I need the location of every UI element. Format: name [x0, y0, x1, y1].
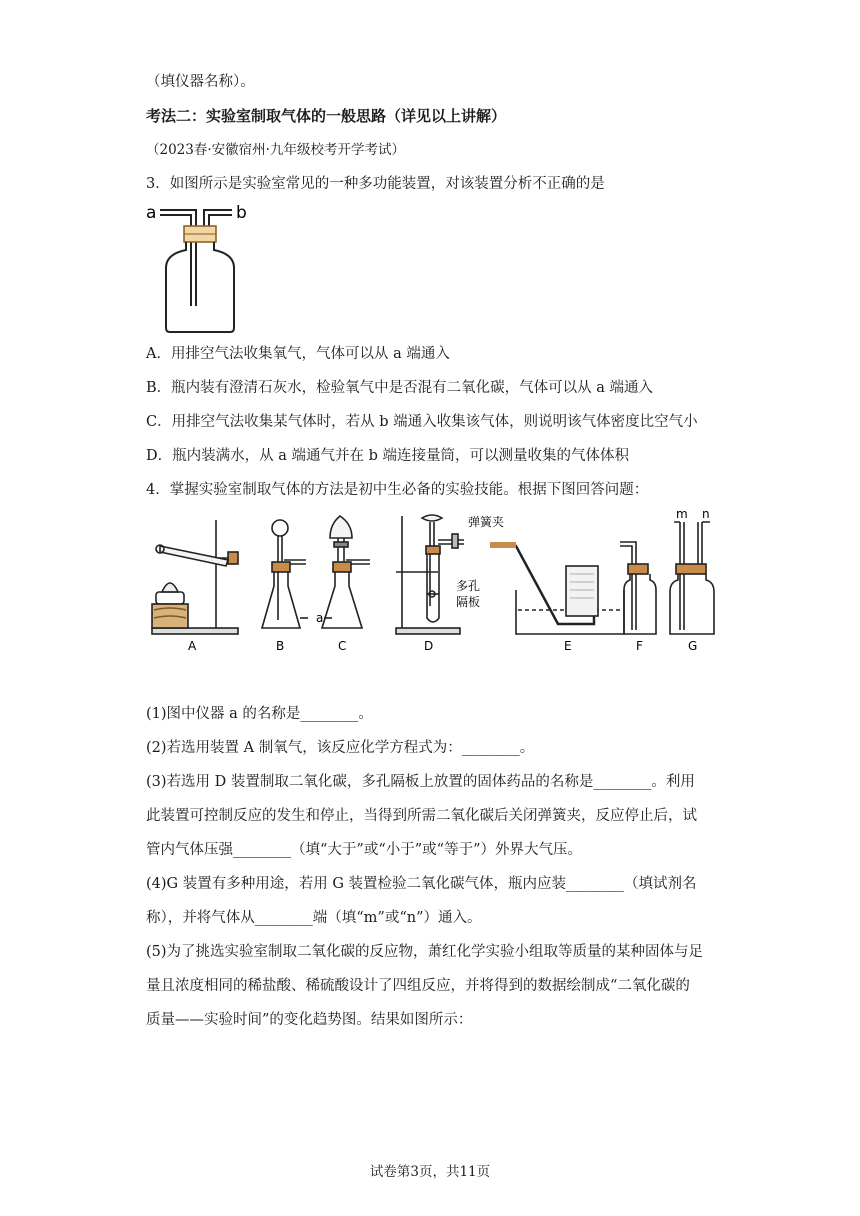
- apparatus-label-g: G: [688, 639, 698, 653]
- apparatus-label-f: F: [636, 639, 643, 653]
- apparatus-label-c: C: [338, 639, 347, 653]
- question-4: 4．掌握实验室制取气体的方法是初中生必备的实验技能。根据下图回答问题：: [146, 482, 649, 498]
- sub-question-3-line-1: (3)若选用 D 装置制取二氧化碳，多孔隔板上放置的固体药品的名称是________。利用: [146, 774, 695, 790]
- multipurpose-bottle-figure: [140, 196, 260, 336]
- source-note: （2023春·安徽宿州·九年级校考开学考试）: [146, 142, 405, 158]
- option-a: A．用排空气法收集氧气，气体可以从 a 端通入: [146, 346, 450, 362]
- label-m: m: [676, 510, 688, 521]
- option-c: C．用排空气法收集某气体时，若从 b 端通入收集该气体，则说明该气体密度比空气小: [146, 414, 698, 430]
- question-3: 3．如图所示是实验室常见的一种多功能装置，对该装置分析不正确的是: [146, 176, 605, 192]
- label-n: n: [702, 510, 710, 521]
- sub-question-5-line-3: 质量——实验时间”的变化趋势图。结果如图所示：: [146, 1012, 473, 1028]
- apparatus-e: [490, 542, 624, 634]
- section-heading: 考法二：实验室制取气体的一般思路（详见以上讲解）: [146, 107, 507, 125]
- apparatus-label-b: B: [276, 639, 285, 653]
- apparatus-b: [262, 520, 306, 628]
- label-b: b: [236, 203, 247, 223]
- page-footer: 试卷第3页，共11页: [369, 1164, 491, 1180]
- sub-question-1: (1)图中仪器 a 的名称是________。: [146, 706, 373, 722]
- apparatus-a: [152, 520, 238, 634]
- apparatus-f: [620, 542, 656, 634]
- apparatus-d: [396, 515, 464, 634]
- label-instrument-a: a: [316, 611, 324, 625]
- sub-question-4-line-2: 称），并将气体从________端（填“m”或“n”）通入。: [146, 910, 482, 926]
- label-a: a: [146, 203, 157, 223]
- option-d: D．瓶内装满水，从 a 端通气并在 b 端连接量筒，可以测量收集的气体体积: [146, 448, 629, 464]
- label-plate-2: 隔板: [456, 595, 481, 609]
- apparatus-c: [300, 516, 370, 628]
- label-plate-1: 多孔: [456, 579, 481, 593]
- sub-question-4-line-1: (4)G 装置有多种用途，若用 G 装置检验二氧化碳气体，瓶内应装________（填试剂名: [146, 876, 697, 892]
- apparatus-label-e: E: [564, 639, 572, 653]
- label-spring-clip: 弹簧夹: [468, 515, 505, 529]
- apparatus-label-a: A: [188, 639, 197, 653]
- sub-question-5-line-2: 量且浓度相同的稀盐酸、稀硫酸设计了四组反应，并将得到的数据绘制成“二氧化碳的: [146, 978, 690, 994]
- apparatus-figure: [140, 510, 730, 655]
- sub-question-3-line-3: 管内气体压强________（填“大于”或“小于”或“等于”）外界大气压。: [146, 842, 582, 858]
- apparatus-label-d: D: [424, 639, 434, 653]
- text-line: （填仪器名称）。: [146, 74, 255, 90]
- sub-question-5-line-1: (5)为了挑选实验室制取二氧化碳的反应物，萧红化学实验小组取等质量的某种固体与足: [146, 944, 704, 960]
- apparatus-g: [670, 522, 714, 634]
- option-b: B．瓶内装有澄清石灰水，检验氧气中是否混有二氧化碳，气体可以从 a 端通入: [146, 380, 654, 396]
- sub-question-3-line-2: 此装置可控制反应的发生和停止，当得到所需二氧化碳后关闭弹簧夹，反应停止后，试: [146, 808, 697, 824]
- sub-question-2: (2)若选用装置 A 制氧气，该反应化学方程式为：________。: [146, 740, 535, 756]
